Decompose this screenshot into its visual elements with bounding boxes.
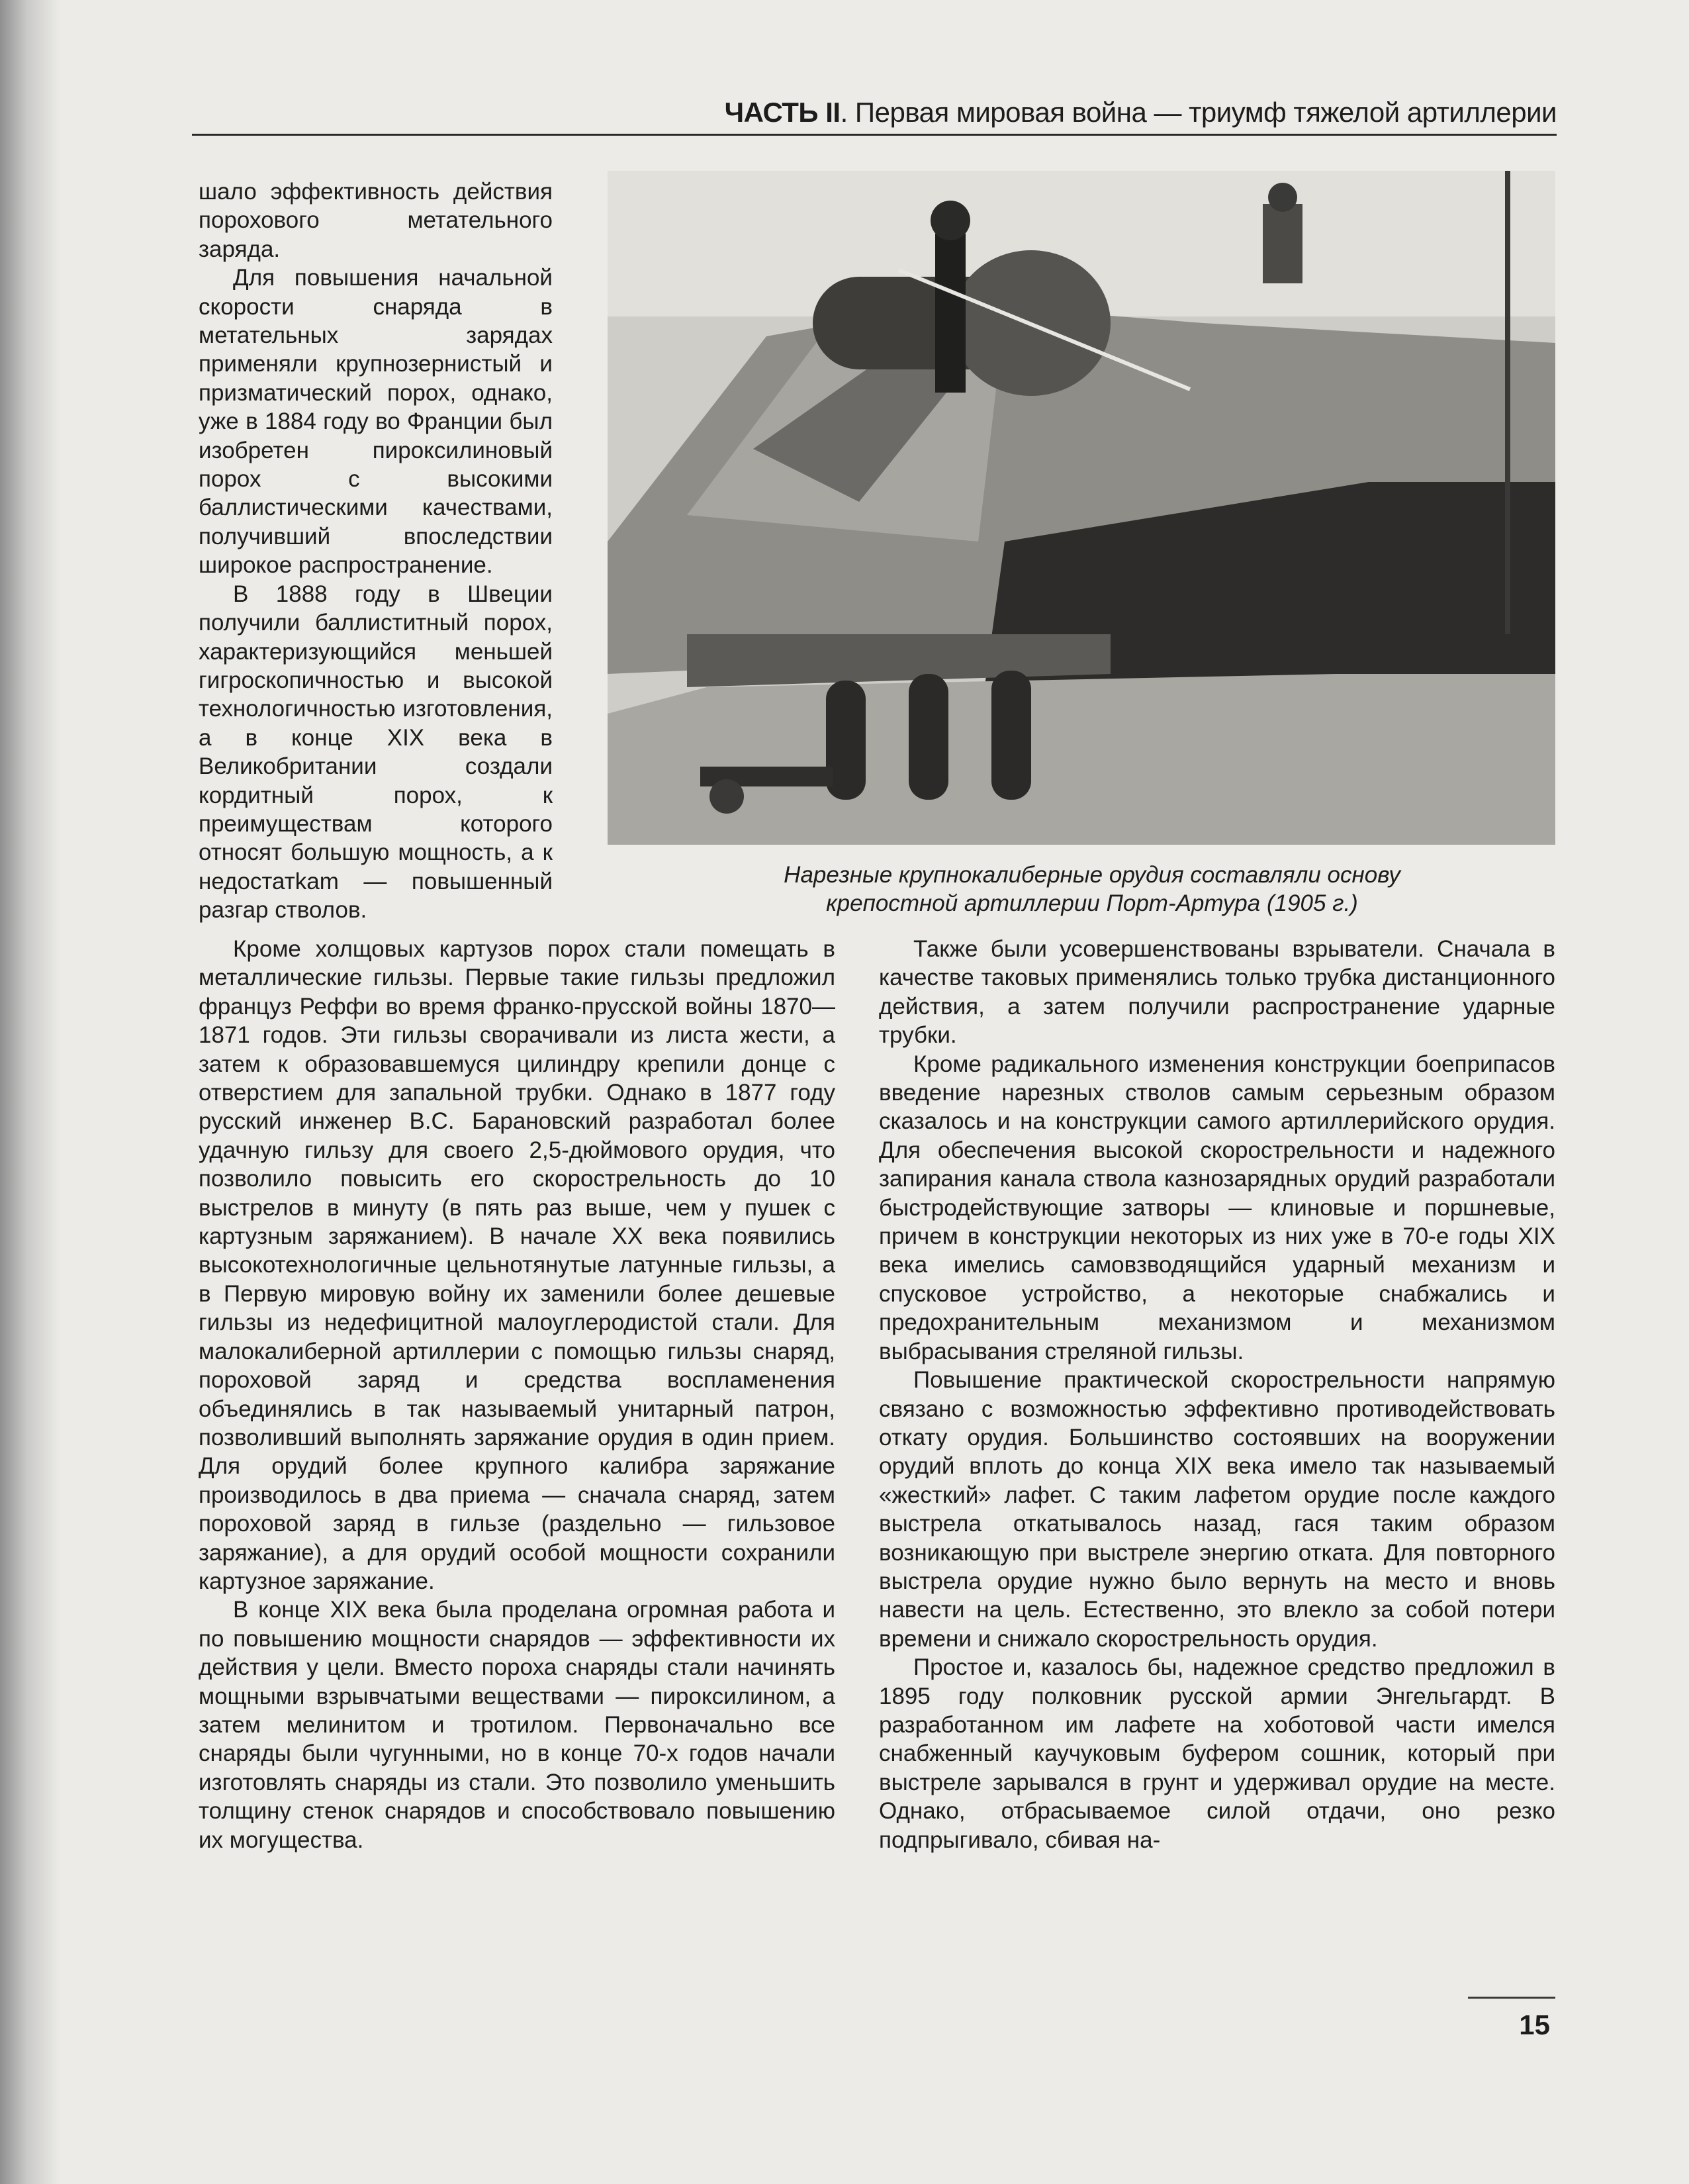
narrow-text-column bbox=[199, 177, 553, 925]
page-number: 15 bbox=[1519, 2009, 1550, 2040]
left-text-column bbox=[199, 935, 835, 1854]
paragraph: шало эффективность действия порохового метательного заряда. bbox=[199, 179, 553, 262]
right-text-column bbox=[879, 935, 1555, 1854]
paragraph: Также были усовершенствованы взрыватели. Сначала в качестве таковых применялись только трубка дистанционного действия, а затем получили распространение ударные трубки. bbox=[879, 936, 1555, 1049]
page-number-rule bbox=[1468, 1997, 1555, 1999]
paragraph: В 1888 году в Швеции получили баллиститный порох, характеризующийся меньшей гигроскопичностью и высокой технологичностью изготовления, а в конце XIX века в Великобритании создали кордитный порох, к преимуществам которого относят большую мощность, а к недостатkam — повышенный разгар стволов. bbox=[199, 581, 553, 924]
paragraph: Повышение практической скорострельности напрямую связано с возможностью эффективно противодействовать откату орудия. Большинство состоявших на вооружении орудий вплоть до конца XIX века имело так называемый «жесткий» лафет. С таким лафетом орудие после каждого выстрела откатывалось назад, гася таким образом возникающую при выстреле энергию отката. Для повторного выстрела орудие нужно было вернуть на место и вновь навести на цель. Естественно, это влекло за собой потери времени и снижало скорострельность орудия. bbox=[879, 1367, 1555, 1652]
paragraph: В конце XIX века была проделана огромная работа и по повышению мощности снарядов — эффективности их действия у цели. Вместо пороха снаряды стали начинять мощными взрывчатыми веществами — пироксилином, а затем мелинитом и тротилом. Первоначально все снаряды были чугунными, но в конце 70-х годов начали изготовлять снаряды из стали. Это позволило уменьшить толщину стенок снарядов и способствовало повышению их могущества. bbox=[199, 1597, 835, 1853]
paragraph: Кроме холщовых картузов порох стали помещать в металлические гильзы. Первые такие гильзы предложил француз Реффи во время франко-прусской войны 1870—1871 годов. Эти гильзы сворачивали из листа жести, а затем к образовавшемуся цилиндру крепили донце с отверстием для запальной трубки. Однако в 1877 году русский инженер В.С. Барановский разработал более удачную гильзу для своего 2,5-дюймового орудия, что позволило повысить его скорострельность до 10 выстрелов в минуту (в пять раз выше, чем у пушек с картузным заряжанием). В начале XX века появились высокотехнологичные цельнотянутые латунные гильзы, а в Первую мировую войну их заменили более дешевые гильзы из недефицитной малоуглеродистой стали. Для малокалиберной артиллерии с помощью гильзы снаряд, пороховой заряд и средства воспламенения объединялись в так называемый унитарный патрон, позволивший выполнять заряжание орудия в один прием. Для орудий более крупного калибра заряжание производилось в два приема — сначала снаряд, затем пороховой заряд в гильзе (раздельно — гильзовое заряжание), а для орудий особой мощности сохранили картузное заряжание. bbox=[199, 936, 835, 1594]
photo-illustration bbox=[608, 171, 1555, 845]
header-title: . Первая мировая война — триумф тяжелой артиллерии bbox=[840, 97, 1557, 128]
fortress-artillery-photo bbox=[608, 171, 1555, 845]
running-header bbox=[192, 87, 1557, 136]
page-binding-shadow bbox=[0, 0, 60, 2184]
paragraph: Простое и, казалось бы, надежное средство предложил в 1895 году полковник русской армии Энгельгардт. В разработанном им лафете на хоботовой части имелся снабженный каучуковым буфером сошник, который при выстреле зарывался в грунт и удерживал орудие на месте. Однако, отбрасываемое силой отдачи, оно резко подпрыгивало, сбивая на- bbox=[879, 1654, 1555, 1853]
caption-line: крепостной артиллерии Порт-Артура (1905 г.) bbox=[826, 890, 1358, 916]
paragraph: Кроме радикального изменения конструкции боеприпасов введение нарезных стволов самым серьезным образом сказалось и на конструкции самого артиллерийского орудия. Для обеспечения высокой скорострельности и надежного запирания канала ствола казнозарядных орудий разработали быстродействующие затворы — клиновые и поршневые, причем в конструкции некоторых из них уже в 70-е годы XIX века имелись самовзводящийся ударный механизм и спусковое устройство, а некоторые снабжались и предохранительным механизмом и механизмом выбрасывания стреляной гильзы. bbox=[879, 1051, 1555, 1364]
running-header-text bbox=[725, 97, 1557, 128]
figure-caption bbox=[688, 861, 1496, 918]
paragraph: Для повышения начальной скорости снаряда в метательных зарядах применяли крупнозернистый и призматический порох, однако, уже в 1884 году во Франции был изобретен пироксилиновый порох с высокими баллистическими качествами, получивший впоследствии широкое распространение. bbox=[199, 265, 553, 579]
header-part-label: ЧАСТЬ II bbox=[724, 97, 841, 128]
caption-line: Нарезные крупнокалиберные орудия составляли основу bbox=[784, 862, 1400, 888]
